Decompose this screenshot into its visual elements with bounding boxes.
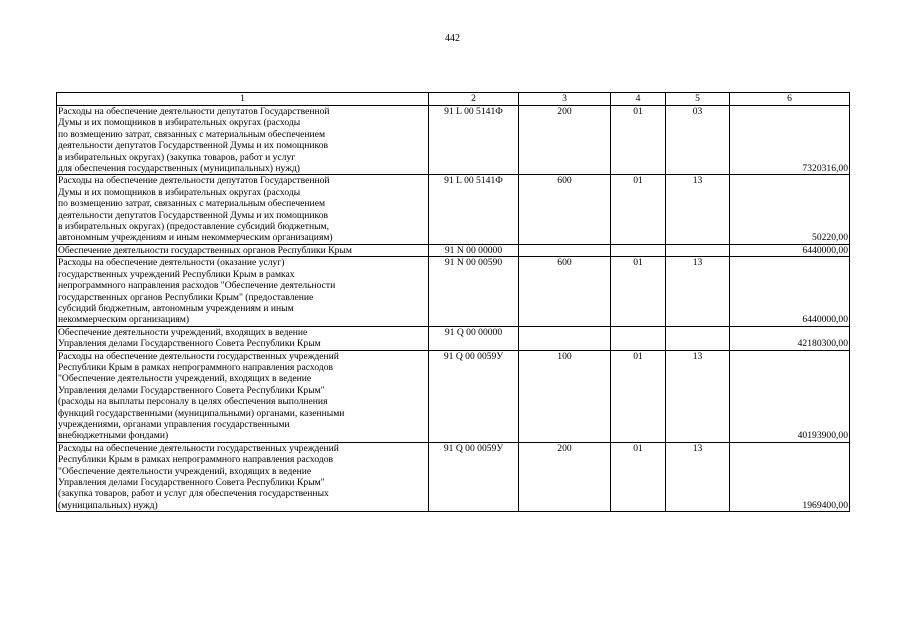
description-line: Обеспечение деятельности государственных органов Республики Крым [58, 244, 352, 256]
description-line: Думы и их помощников в избирательных округах (расходы [58, 186, 301, 198]
description-line: (расходы на выплаты персоналу в целях обеспечения выполнения [58, 396, 328, 408]
description-line: Управления делами Государственного Совета Республики Крым" [58, 477, 325, 488]
expense-description [57, 257, 429, 326]
expense-description [57, 350, 429, 442]
amount: 7320316,00 [730, 106, 850, 175]
target-article-code: 91 L 00 5141Ф [429, 106, 519, 175]
target-article-code: 91 Q 00 00000 [429, 326, 519, 350]
amount: 50220,00 [730, 175, 850, 244]
amount: 40193900,00 [730, 350, 850, 442]
header-row [57, 93, 850, 106]
section-code: 01 [611, 442, 666, 511]
description-line: Расходы на обеспечение деятельности депутатов Государственной [58, 106, 330, 117]
subsection-code: 13 [666, 442, 730, 511]
amount: 6440000,00 [730, 257, 850, 326]
expense-description [57, 106, 429, 175]
description-line: "Обеспечение деятельности учреждений, входящих в ведение [58, 465, 312, 477]
header-col-2: 2 [429, 93, 519, 106]
subsection-code [666, 326, 730, 350]
description-line: (закупка товаров, работ и услуг для обеспечения государственных [58, 488, 329, 500]
table-row [57, 350, 850, 442]
expense-type [519, 326, 611, 350]
amount: 42180300,00 [730, 326, 850, 350]
amount: 1969400,00 [730, 442, 850, 511]
description-line: Управления делами Государственного Совета Республики Крым" [58, 384, 325, 396]
target-article-code: 91 N 00 00000 [429, 244, 519, 256]
table-row [57, 175, 850, 244]
header-col-6: 6 [730, 93, 850, 106]
page-number: 442 [445, 33, 460, 44]
description-line: Республики Крым в рамках непрограммного направления расходов [58, 454, 334, 466]
description-line: непрограммного направления расходов "Обеспечение деятельности [58, 280, 336, 292]
description-line: деятельности депутатов Государственной Думы и их помощников [58, 209, 329, 221]
description-line: по возмещению затрат, связанных с материальным обеспечением [58, 128, 326, 140]
description-line: Расходы на обеспечение деятельности государственных учреждений [58, 442, 339, 454]
description-line: Обеспечение деятельности учреждений, входящих в ведение [58, 326, 308, 338]
description-line: государственных учреждений Республики Крым в рамках [58, 268, 295, 280]
description-line: в избирательных округах) (предоставление субсидий бюджетным, [58, 221, 330, 233]
target-article-code: 91 L 00 5141Ф [429, 175, 519, 244]
description-line: субсидий бюджетным, автономным учреждениям и иным [58, 302, 294, 314]
section-code [611, 244, 666, 256]
subsection-code: 03 [666, 106, 730, 175]
description-line: государственных органов Республики Крым" (предоставление [58, 291, 314, 303]
subsection-code: 13 [666, 257, 730, 326]
description-line: по возмещению затрат, связанных с материальным обеспечением [58, 198, 326, 210]
expense-type [519, 244, 611, 256]
subsection-code [666, 244, 730, 256]
description-line: автономным учреждениям и иным некоммерческим организациям) [58, 232, 333, 244]
section-code: 01 [611, 350, 666, 442]
table-row [57, 326, 850, 350]
expense-description [57, 326, 429, 350]
target-article-code: 91 Q 00 0059У [429, 442, 519, 511]
header-col-4: 4 [611, 93, 666, 106]
description-line: Расходы на обеспечение деятельности депутатов Государственной [58, 175, 330, 187]
section-code: 01 [611, 175, 666, 244]
budget-table-body [57, 93, 850, 512]
target-article-code: 91 N 00 00590 [429, 257, 519, 326]
table-row [57, 442, 850, 511]
subsection-code: 13 [666, 350, 730, 442]
description-line: для обеспечения государственных (муниципальных) нужд) [58, 163, 300, 175]
expense-description [57, 175, 429, 244]
section-code: 01 [611, 106, 666, 175]
description-line: в избирательных округах) (закупка товаров, работ и услуг [58, 151, 296, 163]
header-col-3: 3 [519, 93, 611, 106]
description-line: учреждениями, органами управления государственными [58, 418, 290, 430]
description-line: Расходы на обеспечение деятельности (оказание услуг) [58, 257, 285, 269]
table-row [57, 257, 850, 326]
description-line: "Обеспечение деятельности учреждений, входящих в ведение [58, 373, 312, 385]
description-line: Расходы на обеспечение деятельности государственных учреждений [58, 350, 339, 362]
expense-description [57, 442, 429, 511]
expense-type: 100 [519, 350, 611, 442]
target-article-code: 91 Q 00 0059У [429, 350, 519, 442]
table-row [57, 244, 850, 256]
section-code [611, 326, 666, 350]
expense-type: 200 [519, 442, 611, 511]
subsection-code: 13 [666, 175, 730, 244]
description-line: Думы и их помощников в избирательных округах (расходы [58, 117, 301, 129]
header-col-1: 1 [57, 93, 429, 106]
budget-table [56, 92, 850, 512]
section-code: 01 [611, 257, 666, 326]
description-line: деятельности депутатов Государственной Думы и их помощников [58, 140, 329, 152]
description-line: Республики Крым в рамках непрограммного направления расходов [58, 361, 334, 373]
description-line: внебюджетными фондами) [58, 430, 169, 442]
expense-type: 600 [519, 175, 611, 244]
expense-type: 200 [519, 106, 611, 175]
amount: 6440000,00 [730, 244, 850, 256]
table-row [57, 106, 850, 175]
description-line: некоммерческим организациям) [58, 314, 190, 326]
header-col-5: 5 [666, 93, 730, 106]
expense-description [57, 244, 429, 256]
expense-type: 600 [519, 257, 611, 326]
description-line: (муниципальных) нужд) [58, 499, 158, 511]
description-line: Управления делами Государственного Совета Республики Крым [58, 338, 321, 350]
description-line: функций государственными (муниципальными) органами, казенными [58, 407, 345, 419]
